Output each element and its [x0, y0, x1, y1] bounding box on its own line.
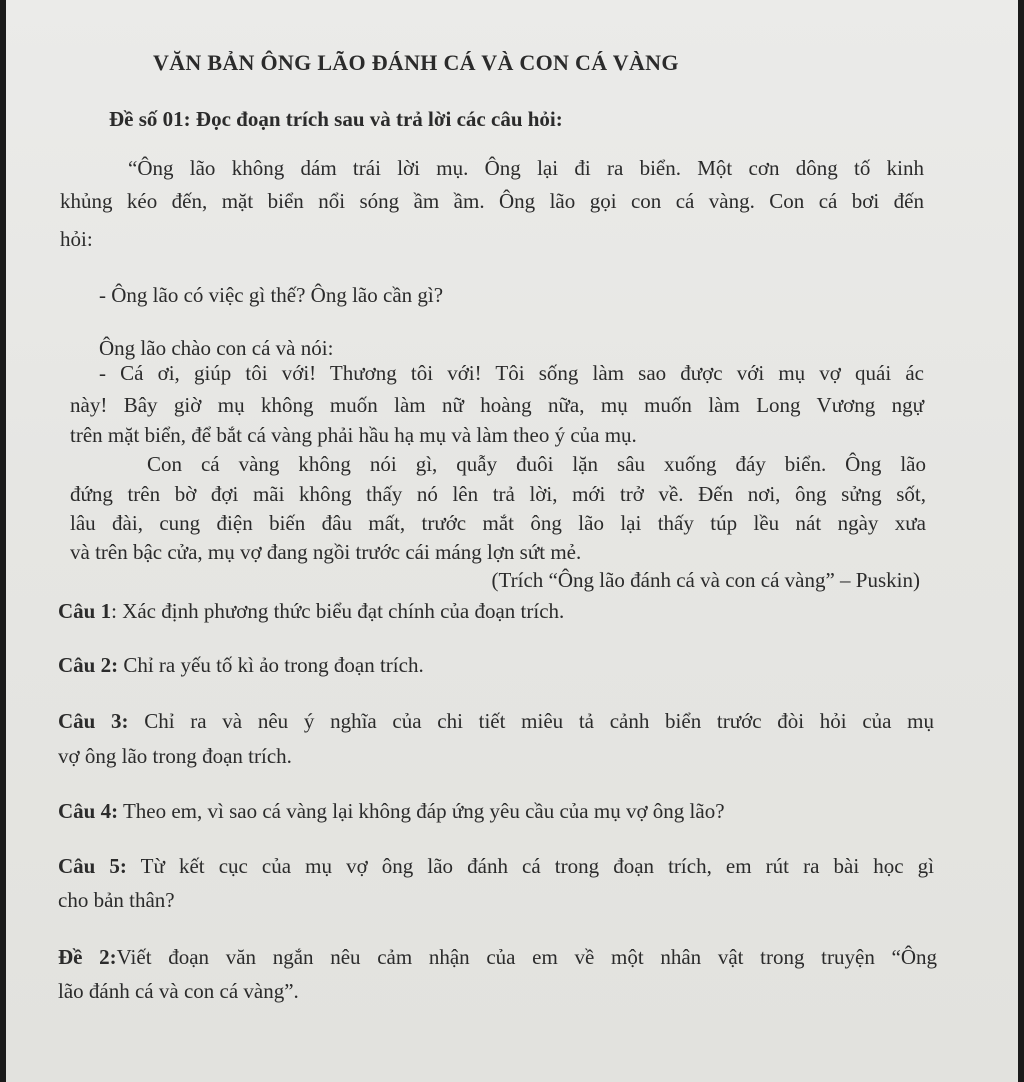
exercise-2 — [58, 942, 937, 972]
question-3-cont: vợ ông lão trong đoạn trích. — [58, 744, 292, 768]
exercise-2-label: Đề 2: — [58, 945, 117, 969]
question-3 — [58, 706, 934, 736]
passage-line: Ông lão chào con cá và nói: — [99, 336, 334, 360]
passage-line: này! Bây giờ mụ không muốn làm nữ hoàng nữa, mụ muốn làm Long Vương ngự — [70, 393, 924, 417]
exercise-heading: Đề số 01: Đọc đoạn trích sau và trả lời các câu hỏi: — [109, 107, 563, 131]
question-1 — [58, 596, 564, 626]
passage-line: “Ông lão không dám trái lời mụ. Ông lại đi ra biển. Một cơn dông tố kinh — [128, 156, 924, 180]
passage-line: hỏi: — [60, 227, 93, 251]
passage-line: đứng trên bờ đợi mãi không thấy nó lên trả lời, mới trở về. Đến nơi, ông sửng sốt, — [70, 482, 926, 506]
passage-dialogue: - Ông lão có việc gì thế? Ông lão cần gì? — [99, 283, 444, 307]
passage-source: (Trích “Ông lão đánh cá và con cá vàng” – Puskin) — [491, 568, 920, 592]
question-label: Câu 2: — [58, 653, 119, 677]
passage-line: và trên bậc cửa, mụ vợ đang ngồi trước cái máng lợn sứt mẻ. — [70, 540, 582, 564]
question-label: Câu 4: — [58, 799, 119, 823]
question-label: Câu 1 — [58, 599, 112, 623]
question-text: Chỉ ra yếu tố kì ảo trong đoạn trích. — [118, 653, 424, 677]
passage-dialogue: - Cá ơi, giúp tôi với! Thương tôi với! Tôi sống làm sao được với mụ vợ quái ác — [99, 361, 924, 385]
passage-line: lâu đài, cung điện biến đâu mất, trước mắt ông lão lại thấy túp lều nát ngày xưa — [70, 511, 926, 535]
document-page — [6, 0, 1018, 1082]
exercise-2-cont: lão đánh cá và con cá vàng”. — [58, 979, 299, 1003]
document-title: VĂN BẢN ÔNG LÃO ĐÁNH CÁ VÀ CON CÁ VÀNG — [153, 50, 679, 75]
question-text: Chỉ ra và nêu ý nghĩa của chi tiết miêu tả cảnh biển trước đòi hỏi của mụ — [128, 709, 934, 733]
question-label: Câu 5: — [58, 854, 127, 878]
question-text: : Xác định phương thức biểu đạt chính của đoạn trích. — [111, 599, 565, 623]
passage-line: Con cá vàng không nói gì, quẫy đuôi lặn sâu xuống đáy biển. Ông lão — [147, 452, 926, 476]
question-label: Câu 3: — [58, 709, 129, 733]
passage-line: khủng kéo đến, mặt biển nổi sóng ầm ầm. Ông lão gọi con cá vàng. Con cá bơi đến — [60, 189, 924, 213]
question-2 — [58, 650, 424, 680]
question-5-cont: cho bản thân? — [58, 888, 175, 912]
question-text: Từ kết cục của mụ vợ ông lão đánh cá trong đoạn trích, em rút ra bài học gì — [126, 854, 934, 878]
question-text: Theo em, vì sao cá vàng lại không đáp ứng yêu cầu của mụ vợ ông lão? — [118, 799, 725, 823]
exercise-2-text: Viết đoạn văn ngắn nêu cảm nhận của em về một nhân vật trong truyện “Ông — [116, 945, 937, 969]
question-5 — [58, 851, 934, 881]
passage-line: trên mặt biển, để bắt cá vàng phải hầu hạ mụ và làm theo ý của mụ. — [70, 423, 637, 447]
question-4 — [58, 796, 725, 826]
